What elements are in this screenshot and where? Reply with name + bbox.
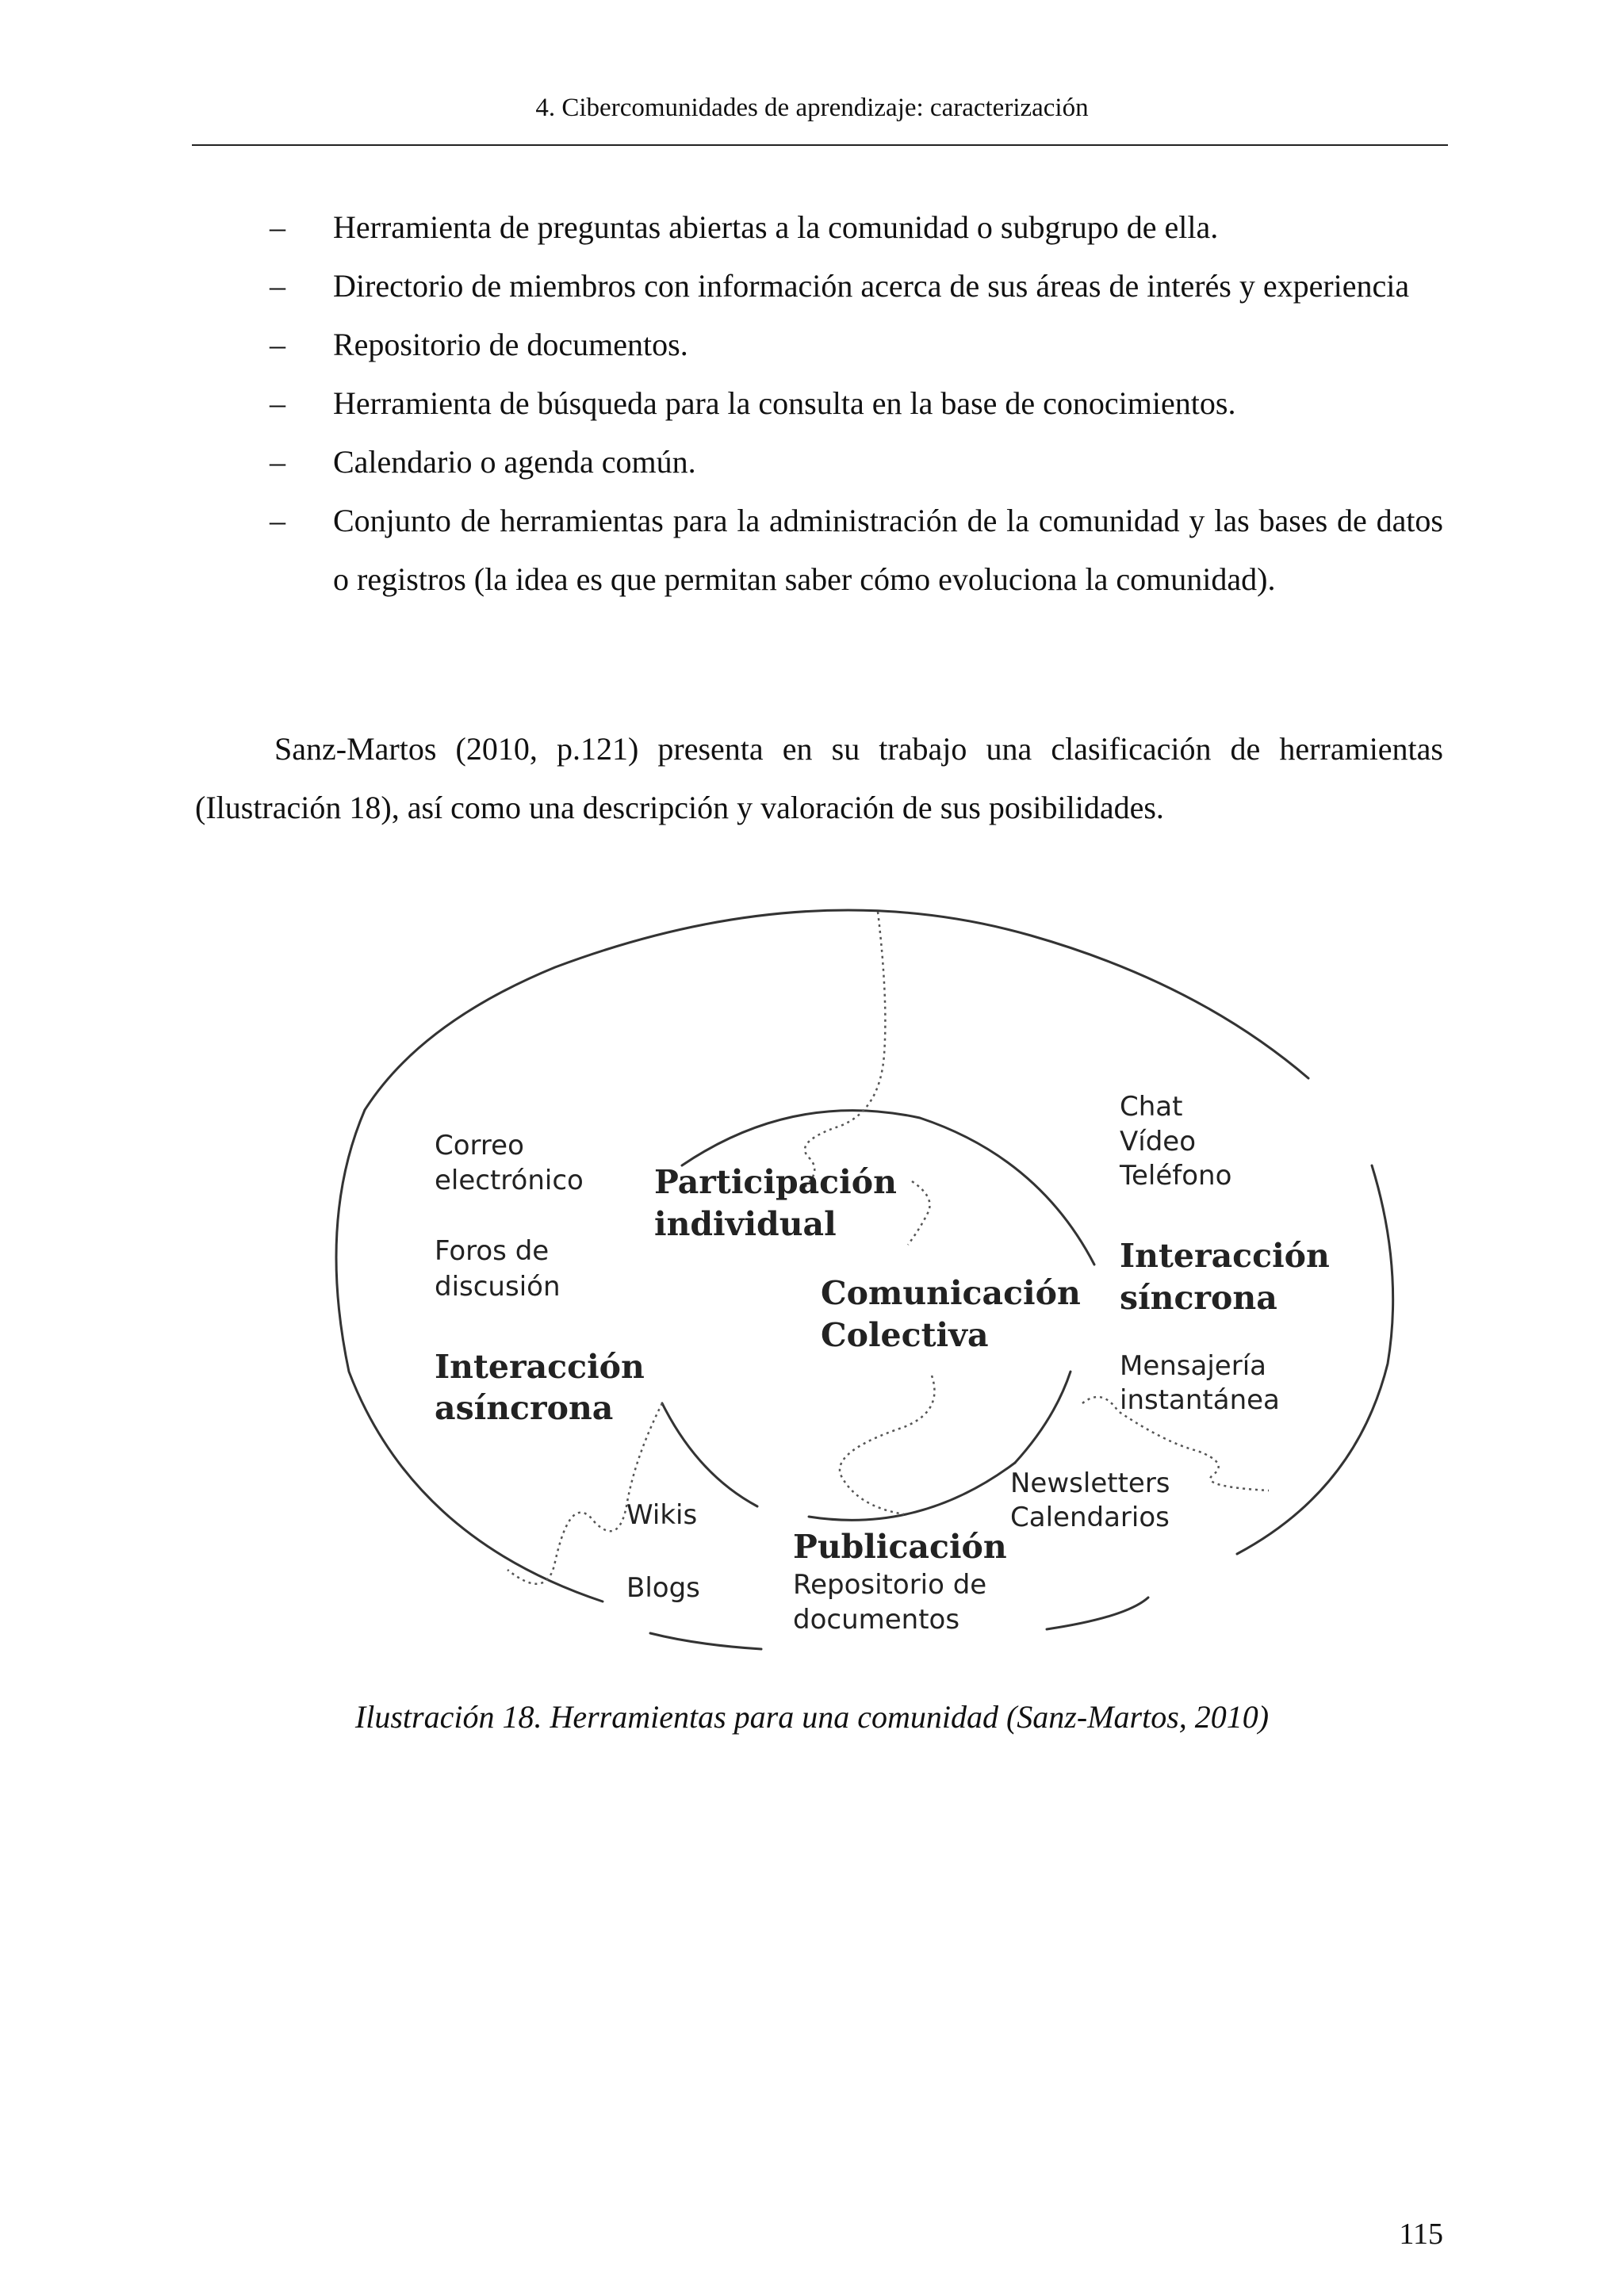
separator-arrow: [908, 1181, 930, 1245]
tool-correo: Correo: [435, 1130, 524, 1161]
list-bullet: –: [270, 385, 285, 421]
tool-blogs: Blogs: [626, 1572, 700, 1604]
list-item: [270, 492, 1443, 609]
list-item: [270, 316, 1443, 374]
list-item-text: Repositorio de documentos.: [333, 327, 688, 362]
tool-foros: Foros de: [435, 1235, 550, 1267]
list-item: [270, 433, 1443, 492]
tool-instantanea: instantánea: [1120, 1384, 1280, 1416]
body-paragraph: Sanz-Martos (2010, p.121) presenta en su trabajo una clasificación de herramientas (Ilustración 18), así como una descripción y valoración de sus posibilidades.: [195, 731, 1443, 825]
list-item-text: Herramienta de búsqueda para la consulta en la base de conocimientos.: [333, 385, 1236, 421]
outer-arc-bottom-right: [1047, 1598, 1148, 1629]
list-item: [270, 374, 1443, 433]
tool-documentos: documentos: [793, 1604, 960, 1636]
separator-center: [840, 1376, 934, 1514]
tool-electronico: electrónico: [435, 1165, 584, 1196]
heading-sincrona-1: Interacción: [1120, 1237, 1330, 1275]
outer-arc-bottom: [650, 1633, 761, 1649]
list-bullet: –: [270, 268, 285, 304]
separator-left: [508, 1403, 662, 1584]
tools-diagram: [317, 904, 1427, 1681]
figure-caption: Ilustración 18. Herramientas para una comunidad (Sanz-Martos, 2010): [354, 1699, 1270, 1735]
tool-repositorio: Repositorio de: [793, 1569, 987, 1601]
tool-wikis: Wikis: [626, 1499, 698, 1531]
list-item-text: Directorio de miembros con información acerca de sus áreas de interés y experiencia: [333, 268, 1410, 304]
inner-arc-left: [662, 1403, 757, 1506]
running-header: 4. Cibercomunidades de aprendizaje: caracterización: [535, 94, 1089, 122]
list-item-text: Calendario o agenda común.: [333, 444, 696, 480]
heading-asincrona-2: asíncrona: [435, 1389, 614, 1427]
tool-newsletters: Newsletters: [1010, 1468, 1170, 1499]
tool-list: [270, 198, 1443, 609]
list-item: [270, 198, 1443, 257]
tool-calendarios: Calendarios: [1010, 1502, 1170, 1533]
tool-mensajeria: Mensajería: [1120, 1350, 1266, 1382]
heading-participacion-1: Participación: [654, 1163, 897, 1201]
tool-telefono: Teléfono: [1120, 1160, 1232, 1192]
heading-sincrona-2: síncrona: [1120, 1279, 1277, 1317]
list-bullet: –: [270, 327, 285, 362]
diagram-canvas: [317, 904, 1427, 1681]
list-item: [270, 257, 1443, 316]
tool-video: Vídeo: [1120, 1126, 1197, 1158]
heading-asincrona-1: Interacción: [435, 1348, 645, 1386]
list-bullet: –: [270, 503, 285, 538]
list-item-text: Conjunto de herramientas para la administración de la comunidad y las bases de datos o registros (la idea es que permitan saber cómo evoluciona la comunidad).: [333, 503, 1443, 597]
heading-comunicacion-2: Colectiva: [821, 1316, 989, 1354]
tool-discusion: discusión: [435, 1271, 561, 1303]
outer-arc-top: [365, 910, 1308, 1110]
heading-publicacion: Publicación: [793, 1528, 1007, 1566]
list-item-text: Herramienta de preguntas abiertas a la comunidad o subgrupo de ella.: [333, 209, 1219, 245]
tool-chat: Chat: [1120, 1091, 1183, 1123]
list-bullet: –: [270, 444, 285, 480]
list-bullet: –: [270, 209, 285, 245]
inner-arc-right: [1015, 1372, 1071, 1463]
heading-comunicacion-1: Comunicación: [821, 1274, 1081, 1312]
header-divider: [192, 144, 1448, 146]
heading-participacion-2: individual: [654, 1205, 837, 1243]
page-number: 115: [1399, 2218, 1443, 2251]
separator-top: [797, 912, 885, 1193]
